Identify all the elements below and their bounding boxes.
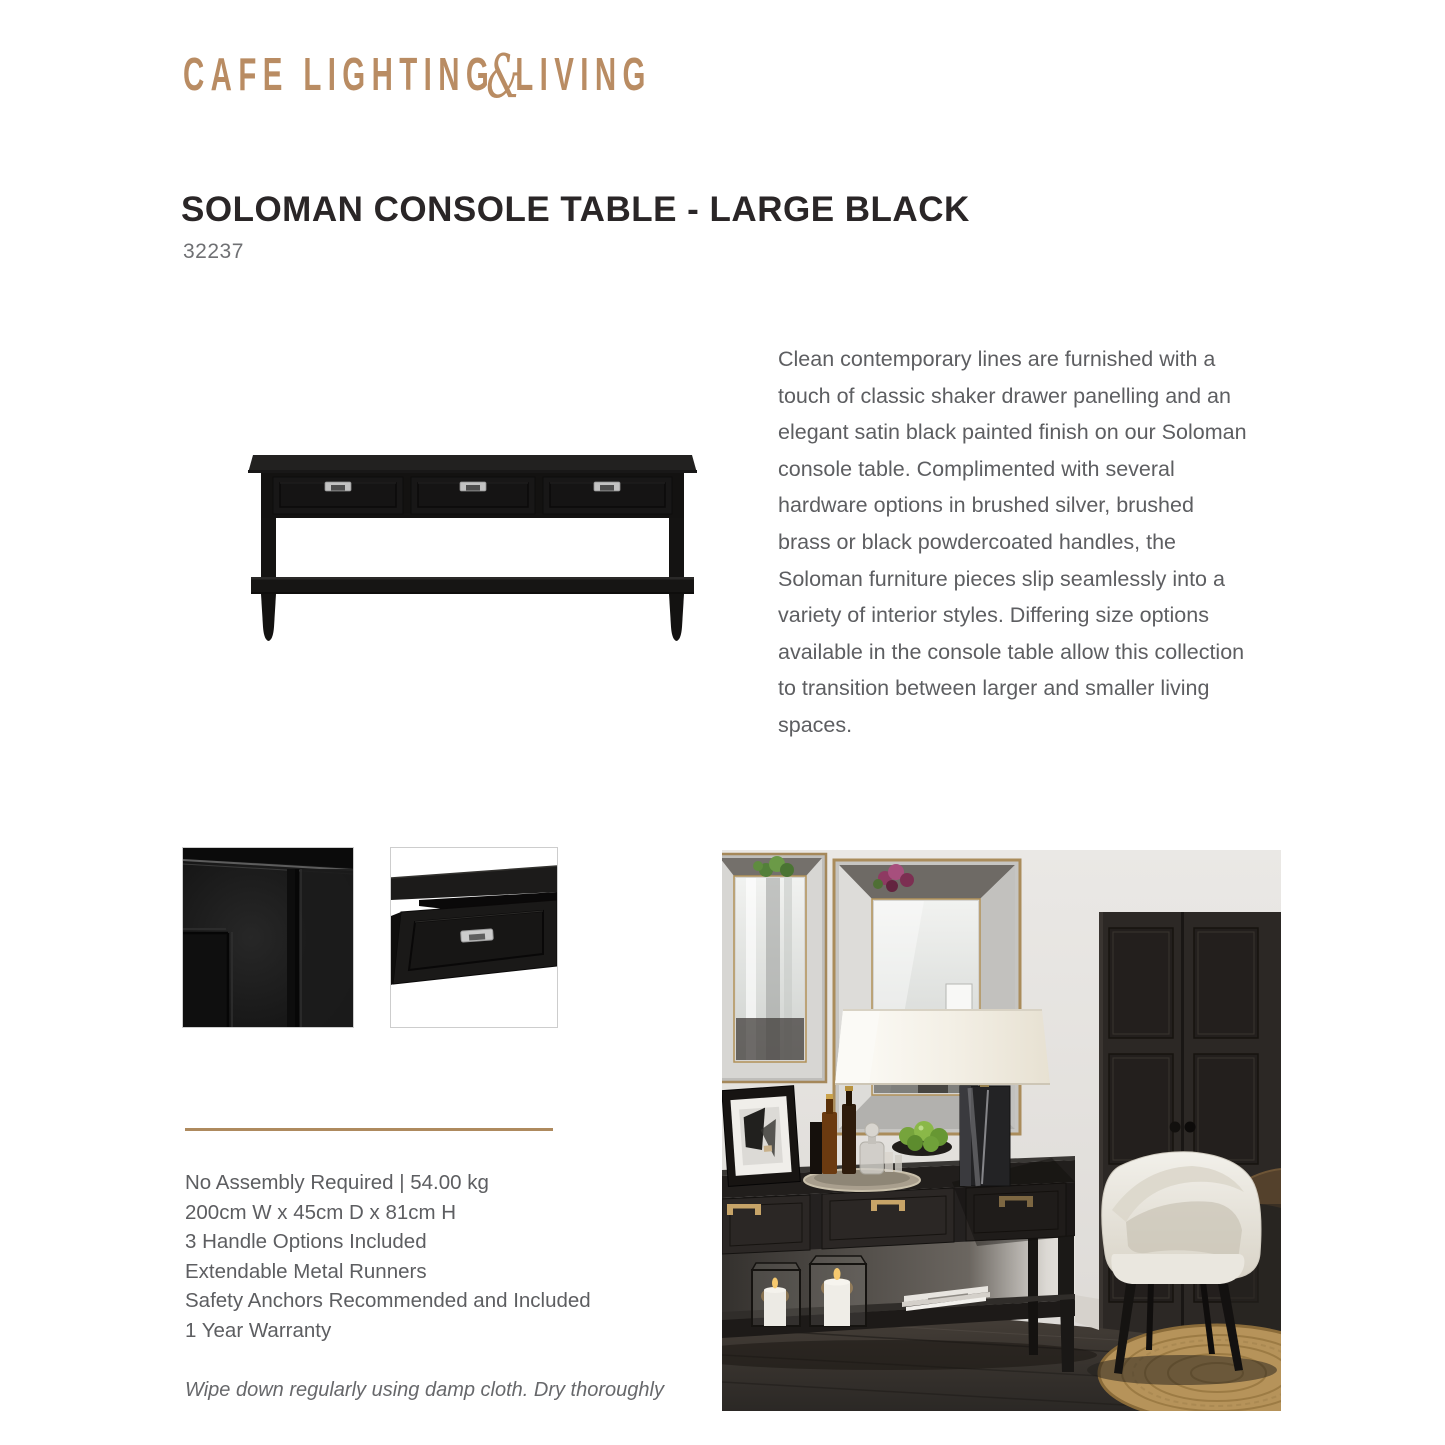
brand-logo-text-left: CAFE LIGHTING <box>183 48 496 100</box>
brand-logo-ampersand-icon: & <box>486 42 521 112</box>
care-note: Wipe down regularly using damp cloth. Dry thoroughly <box>185 1379 664 1401</box>
candle-lanterns <box>752 1256 866 1326</box>
spec-item: 3 Handle Options Included <box>185 1230 427 1254</box>
console-table-graphic <box>245 440 700 675</box>
product-sku: 32237 <box>183 240 244 263</box>
spec-item: Safety Anchors Recommended and Included <box>185 1289 591 1313</box>
lifestyle-image <box>722 850 1281 1411</box>
specs-list <box>185 1168 591 1346</box>
product-title: SOLOMAN CONSOLE TABLE - LARGE BLACK <box>181 190 970 229</box>
thumbnail-drawer-detail <box>390 847 558 1028</box>
brand-logo <box>183 42 652 112</box>
picture-frame <box>722 1086 800 1187</box>
spec-item: 200cm W x 45cm D x 81cm H <box>185 1200 457 1224</box>
brand-logo-text-right: LIVING <box>515 48 652 100</box>
door-knob <box>1170 1122 1181 1133</box>
drawer-detail-graphic <box>391 848 557 1027</box>
spec-item: Extendable Metal Runners <box>185 1259 427 1283</box>
specs-divider <box>185 1128 553 1131</box>
panel-detail-graphic <box>183 848 353 1027</box>
drawer-handle <box>461 929 494 942</box>
lifestyle-scene <box>722 850 1281 1411</box>
mirror-left <box>722 854 826 1082</box>
product-description: Clean contemporary lines are furnished with a touch of classic shaker drawer panelling and an elegant satin black painted finish on our Soloman console table. Complimented with several hardware options in brushed silver, brushed brass or black powdercoated handles, the Soloman furniture pieces slip seamlessly into a variety of interior styles. Differing size options available in the console table allow this collection to transition between larger and smaller living spaces. <box>778 347 1247 737</box>
main-product-image <box>245 440 700 675</box>
thumbnail-panel-detail <box>182 847 354 1028</box>
spec-item: 1 Year Warranty <box>185 1318 332 1342</box>
spec-item: No Assembly Required | 54.00 kg <box>185 1171 489 1194</box>
door-knob <box>1185 1122 1196 1133</box>
